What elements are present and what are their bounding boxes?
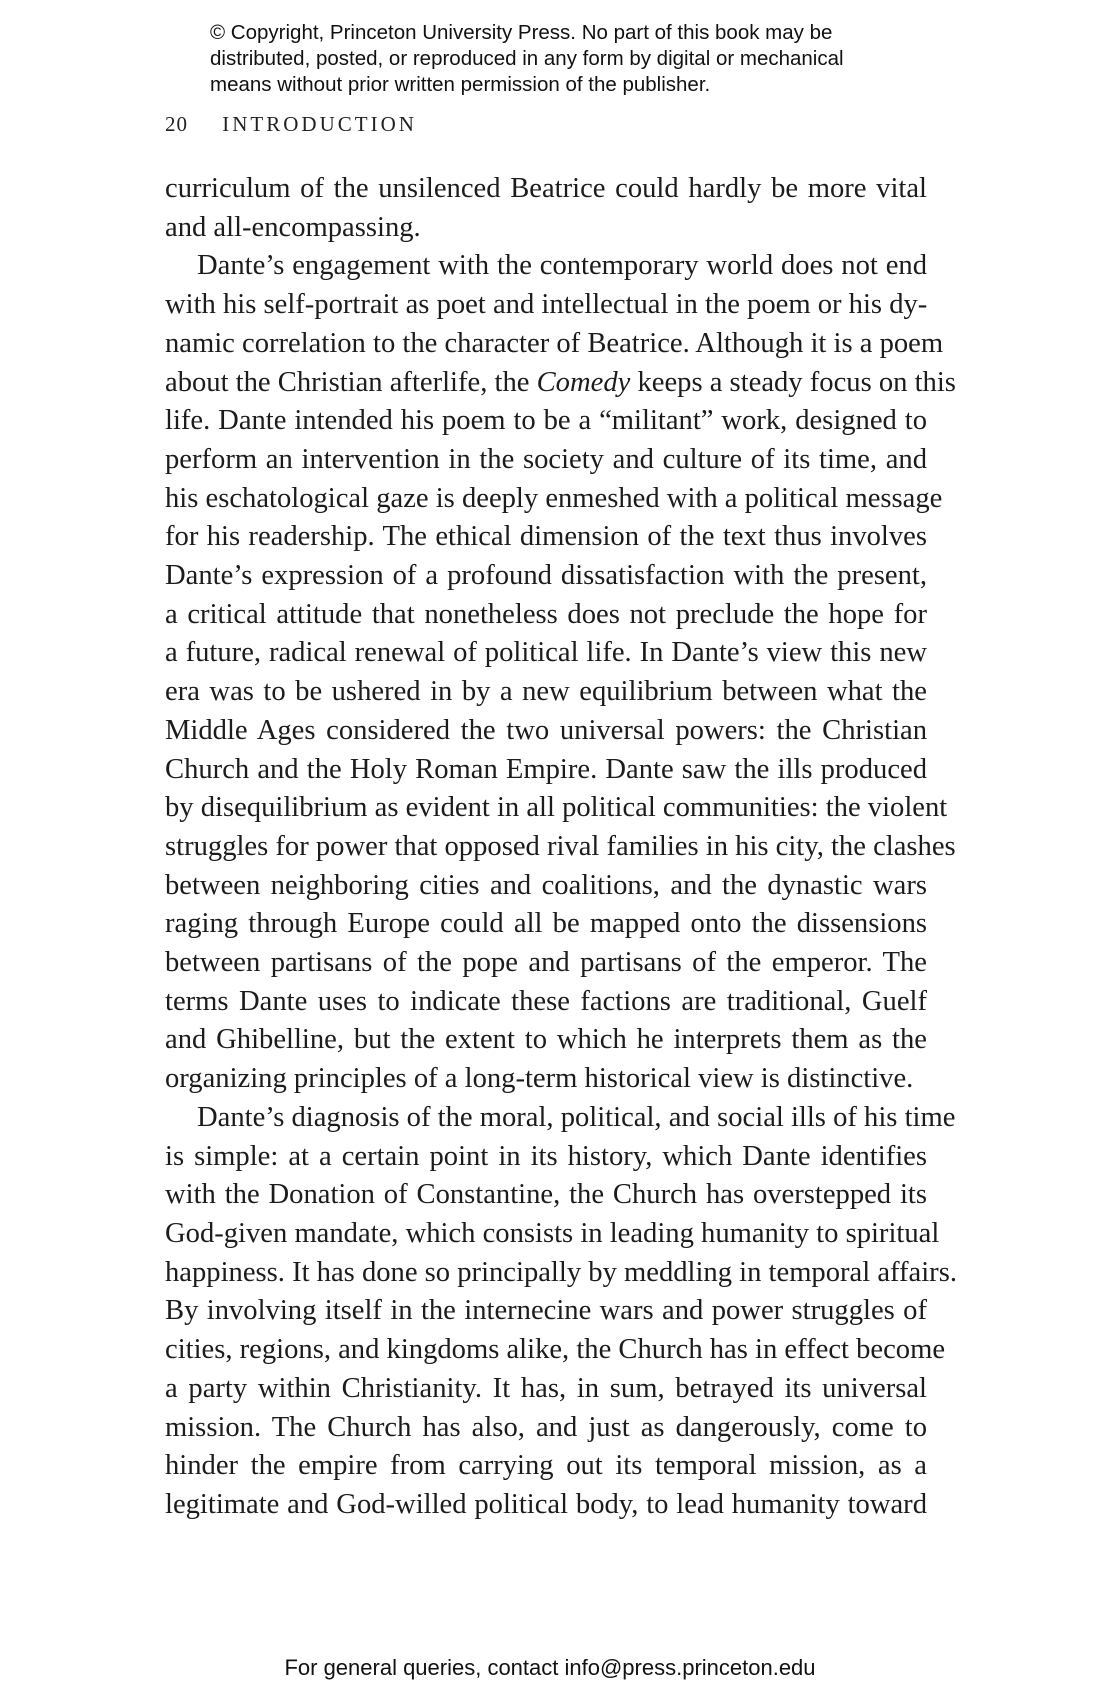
text-line: and Ghibelline, but the extent to which he interprets them as the: [165, 1024, 927, 1056]
text-line: God-given mandate, which consists in leading humanity to spiritual: [165, 1217, 940, 1249]
text-line: with his self-portrait as poet and intellectual in the poem or his dy-: [165, 289, 928, 321]
text-line: a future, radical renewal of political life. In Dante’s view this new: [165, 637, 927, 669]
copyright-line: distributed, posted, or reproduced in any form by digital or mechanical: [210, 47, 844, 70]
text-line: Middle Ages considered the two universal powers: the Christian: [165, 714, 927, 746]
text-line: Church and the Holy Roman Empire. Dante saw the ills produced: [165, 753, 927, 785]
footer-contact: For general queries, contact info@press.princeton.edu: [284, 1655, 816, 1680]
text-line: Dante’s diagnosis of the moral, political, and social ills of his time: [197, 1101, 956, 1133]
text-line: happiness. It has done so principally by meddling in temporal affairs.: [165, 1256, 957, 1288]
text-run: keeps a steady focus on this: [637, 366, 956, 398]
text-line: struggles for power that opposed rival families in his city, the clashes: [165, 830, 956, 862]
page-number: 20: [165, 112, 188, 136]
section-title: INTRODUCTION: [222, 112, 417, 136]
text-line: between neighboring cities and coalitions, and the dynastic wars: [165, 869, 927, 901]
copyright-line: means without prior written permission of the publisher.: [210, 73, 711, 96]
text-line: curriculum of the unsilenced Beatrice could hardly be more vital: [165, 173, 927, 204]
text-line: By involving itself in the internecine wars and power struggles of: [165, 1295, 927, 1327]
text-line: a party within Christianity. It has, in sum, betrayed its universal: [165, 1372, 927, 1404]
text-line: his eschatological gaze is deeply enmeshed with a political message: [165, 482, 943, 514]
text-line: terms Dante uses to indicate these factions are traditional, Guelf: [165, 985, 927, 1017]
body-text: [165, 170, 957, 1525]
text-line: raging through Europe could all be mapped onto the dissensions: [165, 908, 927, 940]
text-line: legitimate and God-willed political body, to lead humanity toward: [165, 1488, 927, 1520]
text-line: perform an intervention in the society and culture of its time, and: [165, 443, 927, 475]
running-head: [165, 112, 417, 137]
copyright-notice: [210, 20, 910, 98]
text-line: namic correlation to the character of Beatrice. Although it is a poem: [165, 327, 944, 359]
text-line: is simple: at a certain point in its history, which Dante identifies: [165, 1140, 927, 1172]
text-line: between partisans of the pope and partisans of the emperor. The: [165, 947, 927, 979]
text-line: cities, regions, and kingdoms alike, the Church has in effect become: [165, 1334, 946, 1366]
text-line: for his readership. The ethical dimension of the text thus involves: [165, 521, 927, 553]
text-line: life. Dante intended his poem to be a “militant” work, designed to: [165, 405, 927, 437]
text-line: Dante’s engagement with the contemporary world does not end: [197, 250, 927, 282]
text-line: era was to be ushered in by a new equilibrium between what the: [165, 676, 927, 708]
text-line: with the Donation of Constantine, the Church has overstepped its: [165, 1179, 927, 1211]
text-line: Dante’s expression of a profound dissatisfaction with the present,: [165, 560, 927, 592]
text-line: and all-encompassing.: [165, 211, 421, 243]
text-line: organizing principles of a long-term historical view is distinctive.: [165, 1063, 914, 1095]
text-run: about the Christian afterlife, the: [165, 366, 530, 398]
text-line: mission. The Church has also, and just as dangerously, come to: [165, 1411, 927, 1443]
italic-title: Comedy: [536, 366, 631, 398]
text-line: by disequilibrium as evident in all political communities: the violent: [165, 792, 948, 824]
text-line: hinder the empire from carrying out its temporal mission, as a: [165, 1450, 927, 1482]
text-line: a critical attitude that nonetheless does not preclude the hope for: [165, 598, 927, 630]
text-line: [165, 364, 956, 403]
copyright-line: © Copyright, Princeton University Press. No part of this book may be: [210, 21, 833, 44]
